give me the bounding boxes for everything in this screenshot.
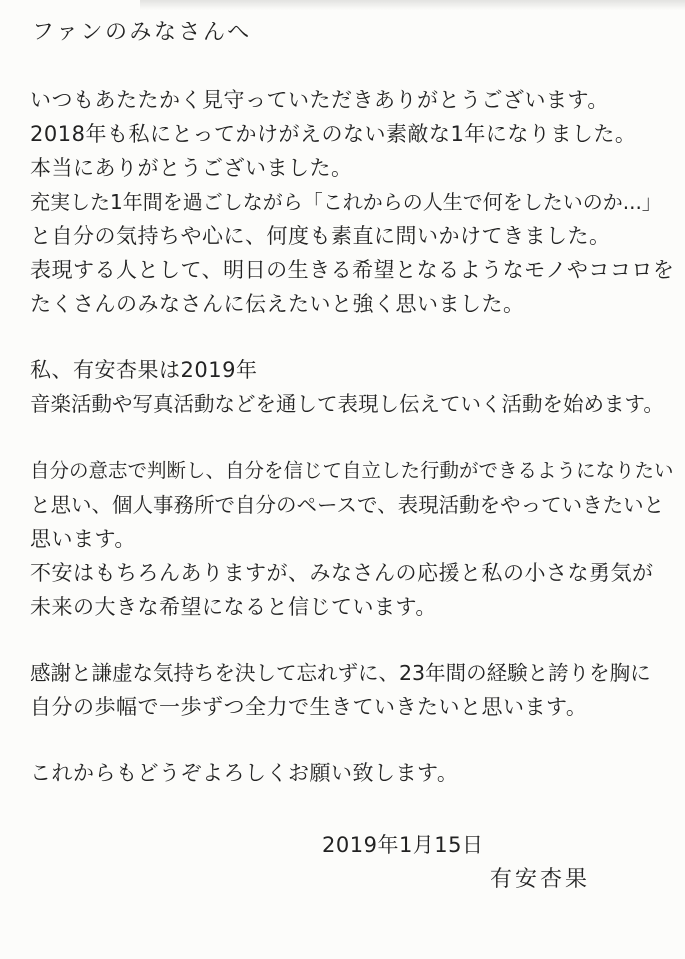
letter-line: と思い、個人事務所で自分のペースで、表現活動をやっていきたいと xyxy=(30,493,665,517)
letter-line: 自分の意志で判断し、自分を信じて自立した行動ができるようになりたい xyxy=(30,459,674,482)
scan-edge-shadow xyxy=(140,0,685,10)
letter-line: 2018年も私にとってかけがえのない素敵な1年になりました。 xyxy=(30,122,637,146)
greeting: ファンのみなさんへ xyxy=(32,20,252,45)
letter-line: いつもあたたかく見守っていただきありがとうございます。 xyxy=(30,88,609,112)
letter-line: 音楽活動や写真活動などを通して表現し伝えていく活動を始めます。 xyxy=(30,392,664,416)
letter-line: 思います。 xyxy=(30,527,136,551)
letter-line: これからもどうぞよろしくお願い致します。 xyxy=(30,761,459,785)
letter-line: と自分の気持ちや心に、何度も素直に問いかけてきました。 xyxy=(30,224,611,248)
signature: 有安杏果 xyxy=(490,867,591,892)
letter-line: 未来の大きな希望になると信じています。 xyxy=(30,595,437,619)
letter-line: たくさんのみなさんに伝えたいと強く思いました。 xyxy=(30,292,525,316)
letter-date: 2019年1月15日 xyxy=(322,833,484,857)
letter-line: 充実した1年間を過ごしながら「これからの人生で何をしたいのか...」 xyxy=(30,190,662,214)
letter-line: 表現する人として、明日の生きる希望となるようなモノやココロを xyxy=(30,258,675,282)
letter-line: 私、有安杏果は2019年 xyxy=(30,358,258,382)
letter-line: 自分の歩幅で一歩ずつ全力で生きていきたいと思います。 xyxy=(30,695,588,719)
letter-line: 感謝と謙虚な気持ちを決して忘れずに、23年間の経験と誇りを胸に xyxy=(30,661,651,685)
letter-line: 不安はもちろんありますが、みなさんの応援と私の小さな勇気が xyxy=(30,561,654,585)
letter-line: 本当にありがとうございました。 xyxy=(30,156,353,180)
